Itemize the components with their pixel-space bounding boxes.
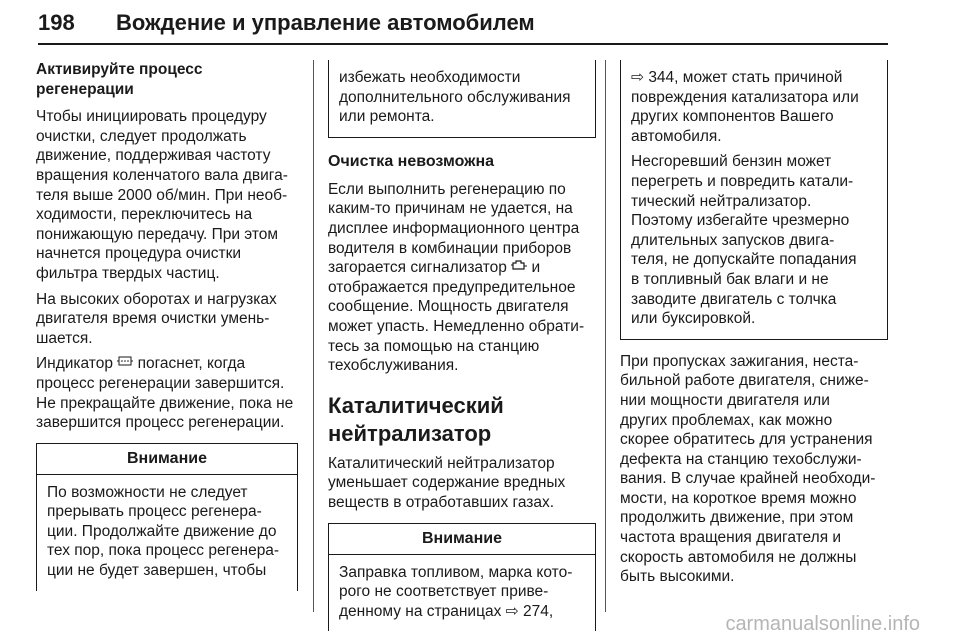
dpf-indicator-icon xyxy=(117,354,133,374)
page-number: 198 xyxy=(38,10,75,35)
warning-box: Внимание Заправка топливом, марка кото- рого не соответствует приве- денному на страницах ⇨ 274, xyxy=(328,523,596,632)
column-divider xyxy=(313,60,314,612)
chapter-title: Вождение и управление автомобилем xyxy=(116,10,535,35)
warning-box-continued: ⇨ 344, может стать причиной повреждения катализатора или других компонентов Вашего автомобиля. Несгоревший бензин может перегреть и повредить катали- тический нейтрализатор. Поэтому избегайте чрезмерно длительных запусков двига- теля, не допускайте попадания в топливный бак влаги и не заводите двигатель с толчка или буксировкой. xyxy=(620,60,888,340)
paragraph: Чтобы инициировать процедуру очистки, следует продолжать движение, поддерживая частоту вращения коленчатого вала двига- теля выше 2000 об/мин. При необ- ходимости, переключитесь на понижающую передачу. При этом начнется процедура очистки фильтра твердых частиц. xyxy=(36,108,288,282)
watermark: carmanualsonline.info xyxy=(725,613,920,635)
column-divider xyxy=(605,60,606,612)
warning-box: Внимание По возможности не следует прерывать процесс регенера- ции. Продолжайте движение до тех пор, пока процесс регенера- ции не будет завершен, чтобы xyxy=(36,443,298,591)
warning-title: Внимание xyxy=(37,444,297,475)
warning-title: Внимание xyxy=(329,524,595,555)
subsection-heading: Очистка невозможна xyxy=(328,152,495,170)
engine-warning-icon xyxy=(511,258,527,278)
section-heading: Каталитический нейтрализатор xyxy=(328,392,504,446)
warning-box-continued: избежать необходимости дополнительного обслуживания или ремонта. xyxy=(328,60,596,138)
paragraph: Индикатор погаснет, когда процесс регенерации завершится. Не прекращайте движение, пока не завершится процесс регенерации. xyxy=(36,355,294,432)
column-1 xyxy=(36,60,298,591)
subsection-heading: Активируйте процесс регенерации xyxy=(36,61,203,98)
column-3 xyxy=(620,60,888,593)
column-2 xyxy=(328,60,596,631)
header-rule xyxy=(38,43,888,45)
paragraph: Каталитический нейтрализатор уменьшает содержание вредных веществ в отработавших газах. xyxy=(328,454,566,511)
paragraph: При пропусках зажигания, неста- бильной работе двигателя, сниже- нии мощности двигателя или других проблемах, как можно скорее обратитесь для устранения дефекта на станцию техобслужи- вания. В случае крайней необходи- мости, на короткое время можно продолжить движение, при этом частота вращения двигателя и скорость автомобиля не должны быть высокими. xyxy=(620,352,876,586)
page-reference-arrow-icon: ⇨ xyxy=(505,602,519,620)
paragraph: На высоких оборотах и нагрузках двигателя время очистки умень- шается. xyxy=(36,290,277,347)
paragraph: Если выполнить регенерацию по каким-то причинам не удается, на дисплее информационного центра водителя в комбинации приборов загорается сигнализатор и отображается предупредительное сообщение. Мощность двигателя может упасть. Немедленно обрати- тесь за помощью на станцию техобслуживания. xyxy=(328,180,585,375)
page-reference-arrow-icon: ⇨ xyxy=(631,69,644,86)
